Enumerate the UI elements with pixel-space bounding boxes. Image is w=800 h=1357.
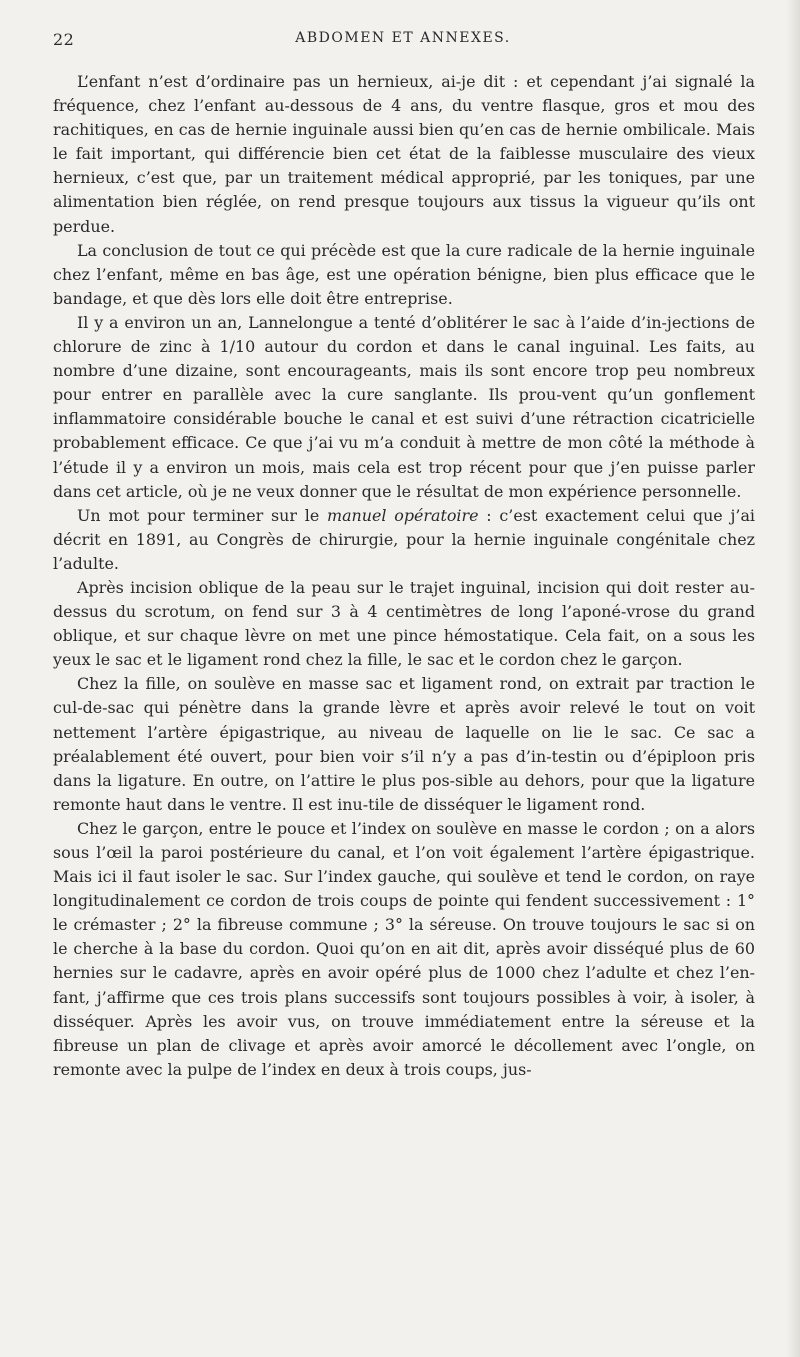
paragraph-conclusion: La conclusion de tout ce qui précède est que la cure radicale de la hernie inguinale chez l’enfant, même en bas âge, est une opération bénigne, bien plus efficace que le bandage, et que dès lors elle doit être entreprise. [53, 240, 755, 308]
paragraph-enfant-hernieux: L’enfant n’est d’ordinaire pas un hernieux, ai-je dit : et cependant j’ai signalé la fréquence, chez l’enfant au-dessous de 4 ans, du ventre flasque, gros et mou des rachitiques, en cas de hernie inguinale aussi bien qu’en cas de hernie ombilicale. Mais le fait important, qui différencie bien cet état de la faiblesse musculaire des vieux hernieux, c’est que, par un traitement médical approprié, par les toniques, par une alimentation bien réglée, on rend presque toujours aux tissus la vigueur qu’ils ont perdue. [53, 72, 755, 236]
body-text [53, 70, 755, 1082]
manuel-rest: : c’est exactement celui que j’ai décrit en 1891, au Congrès de chirurgie, pour la hernie inguinale congénitale chez l’adulte. [53, 505, 755, 573]
page-number: 22 [53, 30, 75, 49]
running-title: ABDOMEN ET ANNEXES. [295, 30, 511, 46]
paragraph-chez-le-garcon: Chez le garçon, entre le pouce et l’index on soulève en masse le cordon ; on a alors sous l’œil la paroi postérieure du canal, et l’on voit également l’artère épigastrique. Mais ici il faut isoler le sac. Sur l’index gauche, qui soulève et tend le cordon, on raye longitudinalement ce cordon de trois coups de pointe qui fendent successivement : 1° le crémaster ; 2° la fibreuse commune ; 3° la séreuse. On trouve toujours le sac si on le cherche à la base du cordon. Quoi qu’on en ait dit, après avoir disséqué plus de 60 hernies sur le cadavre, après en avoir opéré plus de 1000 chez l’adulte et chez l’en-fant, j’affirme que ces trois plans successifs sont toujours possibles à voir, à isoler, à disséquer. Après les avoir vus, on trouve immédiatement entre la séreuse et la fibreuse un plan de clivage et après avoir amorcé le décollement avec l’ongle, on remonte avec la pulpe de l’index en deux à trois coups, jus- [53, 818, 755, 1079]
paragraph-incision: Après incision oblique de la peau sur le trajet inguinal, incision qui doit rester au-dessus du scrotum, on fend sur 3 à 4 centimètres de long l’aponé-vrose du grand oblique, et sur chaque lèvre on met une pince hémostatique. Cela fait, on a sous les yeux le sac et le ligament rond chez la fille, le sac et le cordon chez le garçon. [53, 577, 755, 670]
paragraph-lannelongue: Il y a environ un an, Lannelongue a tenté d’oblitérer le sac à l’aide d’in-jections de chlorure de zinc à 1/10 autour du cordon et dans le canal inguinal. Les faits, au nombre d’une dizaine, sont encourageants, mais ils sont encore trop peu nombreux pour entrer en parallèle avec la cure sanglante. Ils prou-vent qu’un gonflement inflammatoire considérable bouche le canal et est suivi d’une rétraction cicatricielle probablement efficace. Ce que j’ai vu m’a conduit à mettre de mon côté la méthode à l’étude il y a environ un mois, mais cela est trop récent pour que j’en puisse parler dans cet article, où je ne veux donner que le résultat de mon expérience personnelle. [53, 312, 755, 501]
manuel-intro: Un mot pour terminer sur le [77, 505, 328, 525]
page-edge-shadow [786, 0, 800, 1357]
manuel-title: manuel opératoire [327, 505, 479, 525]
page-header [53, 30, 753, 52]
paragraph-chez-la-fille: Chez la fille, on soulève en masse sac et ligament rond, on extrait par traction le cul-de-sac qui pénètre dans la grande lèvre et après avoir relevé le tout on voit nettement l’artère épigastrique, au niveau de laquelle on lie le sac. Ce sac a préalablement été ouvert, pour bien voir s’il n’y a pas d’in-testin ou d’épiploon pris dans la ligature. En outre, on l’attire le plus pos-sible au dehors, pour que la ligature remonte haut dans le ventre. Il est inu-tile de disséquer le ligament rond. [53, 674, 755, 814]
paragraph-manuel-operatoire [53, 504, 755, 576]
